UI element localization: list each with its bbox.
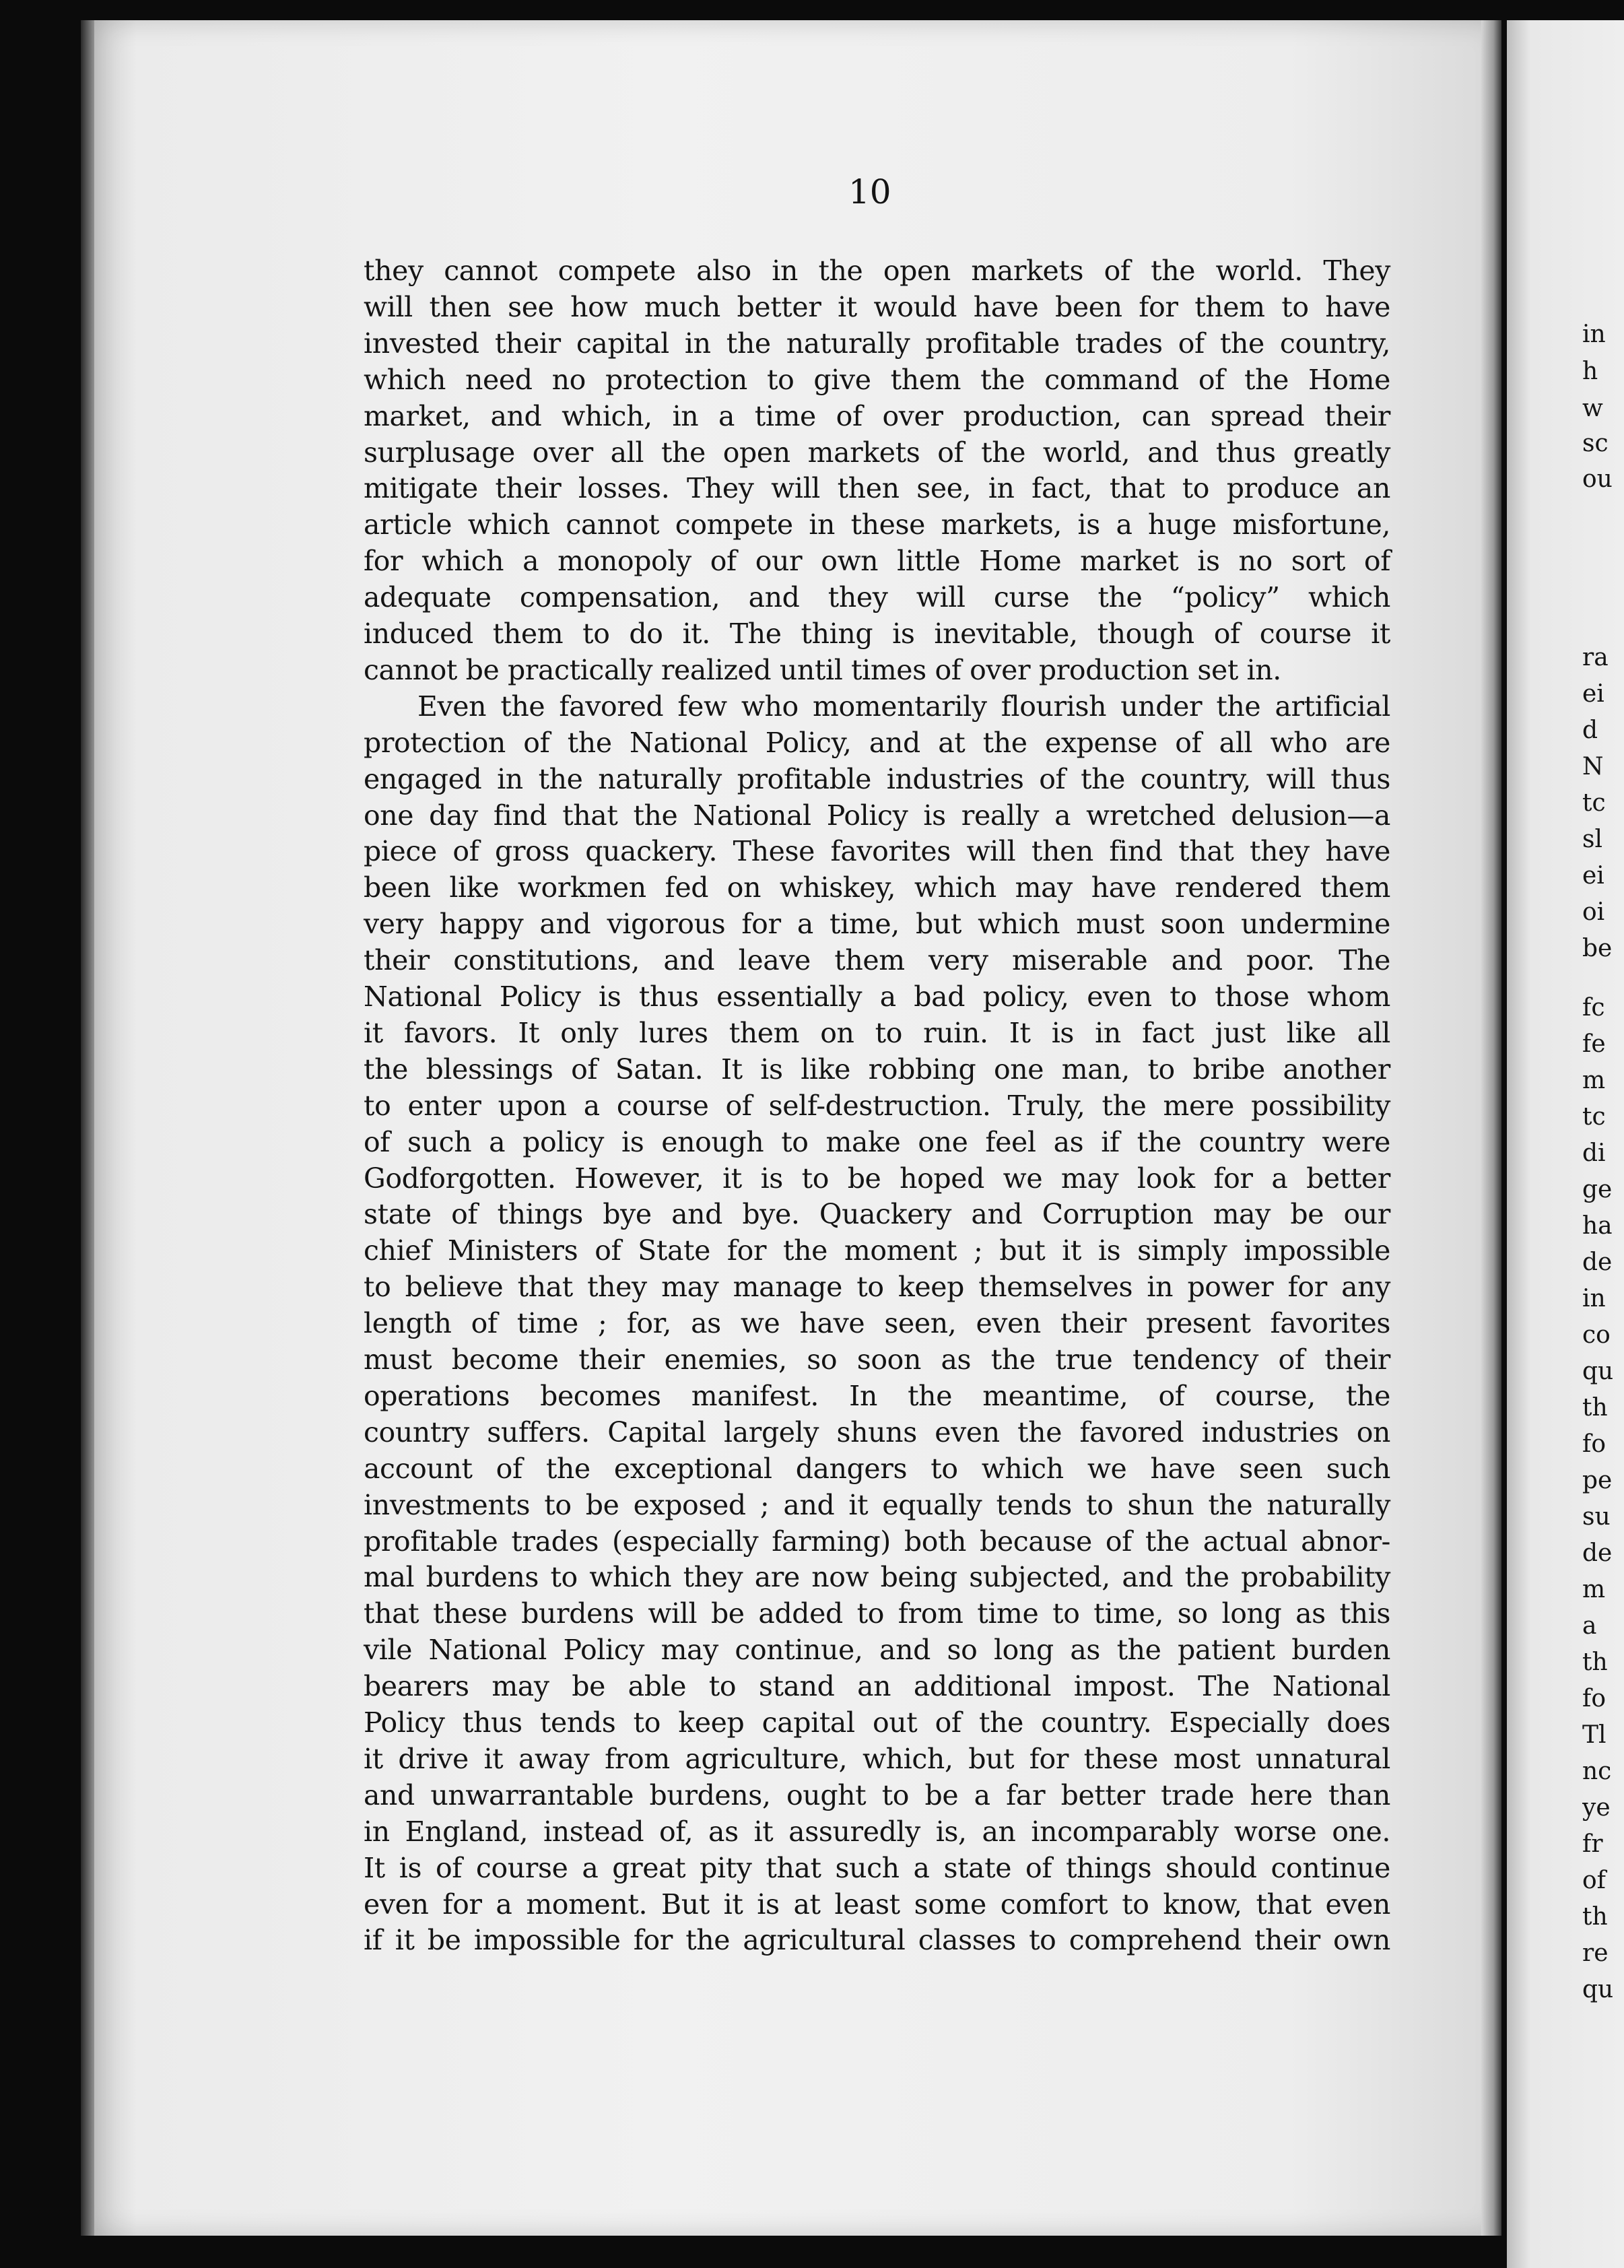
text-line: length of time ; for, as we have seen, even their present favorites (364, 1307, 1390, 1340)
adjacent-page-fragment: fe (1582, 1030, 1606, 1058)
text-line: article which cannot compete in these markets, is a huge misfortune, (364, 508, 1390, 541)
text-line: National Policy is thus essentially a bad policy, even to those whom (364, 980, 1390, 1013)
text-line: of such a policy is enough to make one feel as if the country were (364, 1125, 1390, 1158)
adjacent-page-fragment: d (1582, 716, 1598, 744)
text-line: in England, instead of, as it assuredly is, an incomparably worse one. (364, 1815, 1390, 1848)
text-line: operations becomes manifest. In the meantime, of course, the (364, 1379, 1390, 1412)
adjacent-page-fragment: ge (1582, 1176, 1613, 1203)
text-line: been like workmen fed on whiskey, which may have rendered them (364, 871, 1390, 904)
text-line: vile National Policy may continue, and so long as the patient burden (364, 1634, 1390, 1667)
text-line: Godforgotten. However, it is to be hoped we may look for a better (364, 1162, 1390, 1195)
text-line: account of the exceptional dangers to which we have seen such (364, 1452, 1390, 1485)
text-line: to believe that they may manage to keep themselves in power for any (364, 1271, 1390, 1304)
adjacent-page-fragment: tc (1582, 1103, 1606, 1131)
text-line: and unwarrantable burdens, ought to be a far better trade here than (364, 1778, 1390, 1811)
text-line: investments to be exposed ; and it equally tends to shun the naturally (364, 1488, 1390, 1521)
adjacent-page-fragment: ou (1582, 465, 1613, 493)
text-line: they cannot compete also in the open markets of the world. They (364, 255, 1390, 287)
adjacent-page-fragment: Tl (1582, 1721, 1606, 1749)
text-line: Even the favored few who momentarily flourish under the artificial (417, 690, 1390, 723)
adjacent-page-fragment: N (1582, 753, 1604, 780)
text-line: mal burdens to which they are now being subjected, and the probability (364, 1561, 1390, 1594)
text-line: engaged in the naturally profitable industries of the country, will thus (364, 762, 1390, 795)
adjacent-page-fragment: pe (1582, 1467, 1613, 1494)
text-line: cannot be practically realized until times of over production set in. (364, 653, 1281, 686)
text-line: very happy and vigorous for a time, but which must soon undermine (364, 908, 1390, 941)
page-left-edge (81, 20, 96, 2236)
adjacent-page-fragment: qu (1582, 1358, 1614, 1385)
text-line: for which a monopoly of our own little Home market is no sort of (364, 545, 1390, 578)
text-line: their constitutions, and leave them very miserable and poor. The (364, 944, 1390, 977)
text-line: profitable trades (especially farming) both because of the actual abnor- (364, 1525, 1390, 1558)
text-line: if it be impossible for the agricultural classes to comprehend their own (364, 1924, 1390, 1957)
text-line: that these burdens will be added to from time to time, so long as this (364, 1597, 1390, 1630)
adjacent-page-fragment: be (1582, 935, 1613, 962)
adjacent-page-fragment: qu (1582, 1976, 1614, 2003)
adjacent-page-fragment: fc (1582, 994, 1605, 1022)
text-line: surplusage over all the open markets of the world, and thus greatly (364, 436, 1390, 469)
text-line: market, and which, in a time of over production, can spread their (364, 399, 1390, 432)
adjacent-page-fragment: m (1582, 1576, 1606, 1603)
text-line: It is of course a great pity that such a state of things should continue (364, 1851, 1390, 1884)
text-line: mitigate their losses. They will then see, in fact, that to produce an (364, 472, 1390, 505)
adjacent-page-fragment: w (1582, 395, 1603, 422)
text-line: to enter upon a course of self-destruction. Truly, the mere possibility (364, 1089, 1390, 1122)
adjacent-page-fragment: sc (1582, 430, 1609, 457)
adjacent-page-fragment: su (1582, 1503, 1611, 1531)
adjacent-page-fragment: of (1582, 1867, 1606, 1894)
adjacent-page-fragment: re (1582, 1939, 1609, 1967)
text-line: piece of gross quackery. These favorites will then find that they have (364, 835, 1390, 868)
text-line: it drive it away from agriculture, which, but for these most unnatural (364, 1742, 1390, 1775)
adjacent-page-fragment: ra (1582, 644, 1609, 671)
text-line: protection of the National Policy, and at the expense of all who are (364, 726, 1390, 759)
adjacent-page-fragment: a (1582, 1612, 1597, 1640)
text-line: it favors. It only lures them on to ruin. It is in fact just like all (364, 1016, 1390, 1049)
adjacent-page-fragment: ye (1582, 1794, 1611, 1822)
text-line: one day find that the National Policy is really a wretched delusion—a (364, 799, 1390, 832)
text-line: adequate compensation, and they will curse the “policy” which (364, 581, 1390, 614)
text-line: bearers may be able to stand an additional impost. The National (364, 1670, 1390, 1703)
adjacent-page-fragment: sl (1582, 826, 1602, 853)
text-line: chief Ministers of State for the moment ; but it is simply impossible (364, 1234, 1390, 1267)
adjacent-page-fragment: th (1582, 1903, 1608, 1931)
adjacent-page-fragment: fr (1582, 1830, 1603, 1858)
adjacent-page-fragment: th (1582, 1394, 1608, 1422)
text-line: must become their enemies, so soon as the true tendency of their (364, 1343, 1390, 1376)
adjacent-page-fragment: ha (1582, 1212, 1613, 1240)
adjacent-page-fragment: th (1582, 1648, 1608, 1676)
adjacent-page-fragment: m (1582, 1067, 1606, 1094)
adjacent-page-fragment: nc (1582, 1758, 1612, 1785)
page-gutter (1481, 20, 1501, 2236)
text-line: invested their capital in the naturally profitable trades of the country, (364, 327, 1390, 360)
text-line: will then see how much better it would have been for them to have (364, 290, 1390, 323)
page-number: 10 (848, 172, 891, 211)
adjacent-page-fragment: ei (1582, 862, 1604, 890)
scanner-border (0, 0, 1624, 20)
adjacent-page-fragment: de (1582, 1248, 1613, 1276)
adjacent-page-fragment: in (1582, 1285, 1606, 1312)
text-line: induced them to do it. The thing is inevitable, though of course it (364, 618, 1390, 650)
text-line: country suffers. Capital largely shuns even the favored industries on (364, 1415, 1390, 1448)
adjacent-page-fragment: di (1582, 1139, 1606, 1167)
adjacent-page-fragment: tc (1582, 789, 1606, 817)
text-line: the blessings of Satan. It is like robbing one man, to bribe another (364, 1053, 1390, 1086)
adjacent-page-fragment: fo (1582, 1430, 1606, 1458)
adjacent-page-fragment: co (1582, 1321, 1611, 1349)
text-line: state of things bye and bye. Quackery and Corruption may be our (364, 1198, 1390, 1231)
text-line: Policy thus tends to keep capital out of the country. Especially does (364, 1706, 1390, 1739)
adjacent-page-fragment: oi (1582, 898, 1605, 926)
adjacent-page-fragment: de (1582, 1539, 1613, 1567)
adjacent-page-fragment: in (1582, 321, 1606, 348)
adjacent-page-fragment: h (1582, 358, 1598, 385)
text-line: which need no protection to give them the command of the Home (364, 363, 1390, 396)
adjacent-page-fragment: ei (1582, 680, 1604, 708)
adjacent-page-fragment: fo (1582, 1685, 1606, 1712)
text-line: even for a moment. But it is at least some comfort to know, that even (364, 1888, 1390, 1921)
